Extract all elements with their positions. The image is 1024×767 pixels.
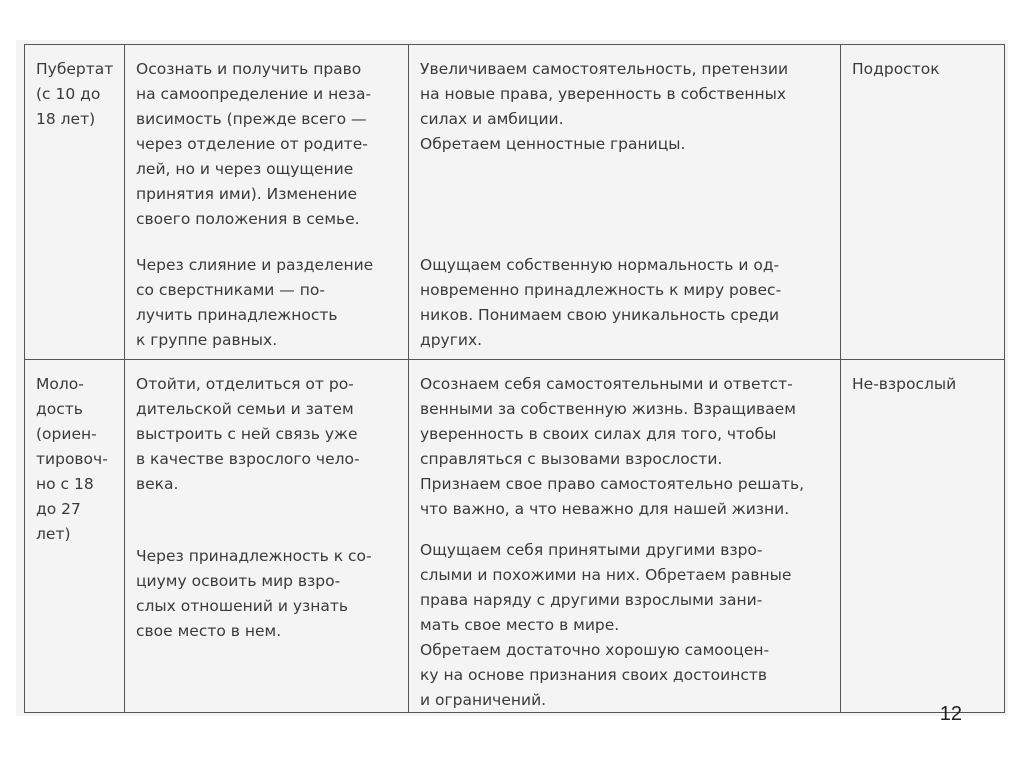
development-stages-table [24, 44, 1005, 713]
task-paragraph: Отойти, отделиться от ро- дительской семьи и затем выстроить с ней связь уже в качестве взрослого чело- века. [136, 375, 360, 493]
result-cell [409, 360, 841, 713]
status-cell: Подросток [841, 45, 1005, 360]
period-cell: Пубертат (с 10 до 18 лет) [25, 45, 125, 360]
result-paragraph: Ощущаем собственную нормальность и од- новременно принадлежность к миру ровес- ников. Понимаем свою уникальность среди других. [420, 256, 782, 349]
task-paragraph: Через принадлежность к со- циуму освоить мир взро- слых отношений и узнать свое место в нем. [136, 547, 372, 640]
task-paragraph: Осознать и получить право на самоопределение и неза- висимость (прежде всего — через отделение от родите- лей, но и через ощущение принятия ими). Изменение своего положения в семье. [136, 60, 372, 228]
period-cell: Моло- дость (ориен- тировоч- но с 18 до 27 лет) [25, 360, 125, 713]
result-paragraph: Ощущаем себя принятыми другими взро- слыми и похожими на них. Обретаем равные права наряду с другими взрослыми зани- мать свое место в мире. Обретаем достаточно хорошую самооцен- ку на основе признания своих достоинств и ограничений. [420, 541, 792, 709]
result-paragraph: Увеличиваем самостоятельность, претензии на новые права, уверенность в собственных силах и амбиции. Обретаем ценностные границы. [420, 60, 789, 153]
result-cell [409, 45, 841, 360]
page-number: 12 [939, 703, 962, 725]
task-cell [125, 45, 409, 360]
status-cell: Не-взрослый [841, 360, 1005, 713]
table-row [25, 45, 1005, 360]
result-paragraph: Осознаем себя самостоятельными и ответст- венными за собственную жизнь. Взращиваем уверенность в своих силах для того, чтобы справляться с вызовами взрослости. Признаем свое право самостоятельно решать, что важно, а что неважно для нашей жизни. [420, 375, 805, 518]
task-cell [125, 360, 409, 713]
task-paragraph: Через слияние и разделение со сверстниками — по- лучить принадлежность к группе равных. [136, 256, 374, 349]
table-row [25, 360, 1005, 713]
